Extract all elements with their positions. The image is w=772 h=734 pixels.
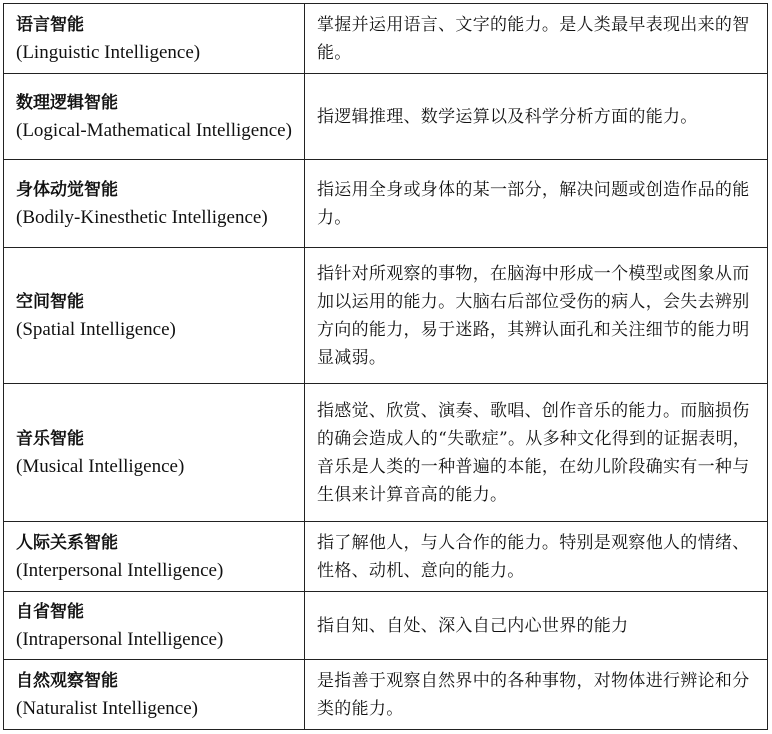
table-row bbox=[4, 4, 768, 74]
intelligence-name-zh: 自省智能 bbox=[16, 601, 84, 622]
table-row bbox=[4, 660, 768, 730]
intelligence-name-en: (Spatial Intelligence) bbox=[16, 318, 176, 340]
intelligence-name-zh: 自然观察智能 bbox=[16, 670, 118, 691]
intelligence-description: 指针对所观察的事物，在脑海中形成一个模型或图象从而加以运用的能力。大脑右后部位受伤的病人，会失去辨别方向的能力，易于迷路，其辨认面孔和关注细节的能力明显减弱。 bbox=[305, 248, 768, 384]
intelligence-name-zh: 身体动觉智能 bbox=[16, 179, 118, 200]
intelligence-description: 是指善于观察自然界中的各种事物，对物体进行辨论和分类的能力。 bbox=[305, 660, 768, 730]
intelligence-description: 指了解他人，与人合作的能力。特别是观察他人的情绪、性格、动机、意向的能力。 bbox=[305, 522, 768, 592]
intelligence-name-cell bbox=[4, 248, 305, 384]
intelligence-description: 指逻辑推理、数学运算以及科学分析方面的能力。 bbox=[305, 74, 768, 160]
intelligence-description: 指自知、自处、深入自己内心世界的能力 bbox=[305, 592, 768, 660]
intelligence-name-zh: 音乐智能 bbox=[16, 428, 84, 449]
intelligence-name-cell bbox=[4, 522, 305, 592]
intelligence-description: 指感觉、欣赏、演奏、歌唱、创作音乐的能力。而脑损伤的确会造成人的“失歌症”。从多种文化得到的证据表明，音乐是人类的一种普遍的本能，在幼儿阶段确实有一种与生俱来计算音高的能力。 bbox=[305, 384, 768, 522]
intelligence-name-cell bbox=[4, 384, 305, 522]
intelligence-description: 指运用全身或身体的某一部分，解决问题或创造作品的能力。 bbox=[305, 160, 768, 248]
intelligence-name-cell bbox=[4, 74, 305, 160]
intelligence-name-zh: 人际关系智能 bbox=[16, 532, 118, 553]
intelligence-name-en: (Musical Intelligence) bbox=[16, 455, 185, 477]
intelligence-name-zh: 空间智能 bbox=[16, 291, 84, 312]
table-row bbox=[4, 74, 768, 160]
intelligence-name-zh: 数理逻辑智能 bbox=[16, 92, 118, 113]
intelligence-name-cell bbox=[4, 4, 305, 74]
table-row bbox=[4, 592, 768, 660]
intelligence-name-cell bbox=[4, 592, 305, 660]
table-row bbox=[4, 522, 768, 592]
intelligence-table bbox=[3, 3, 768, 730]
intelligence-name-en: (Linguistic Intelligence) bbox=[16, 41, 201, 63]
intelligence-name-en: (Logical-Mathematical Intelligence) bbox=[16, 119, 292, 141]
intelligence-name-cell bbox=[4, 660, 305, 730]
intelligence-name-en: (Intrapersonal Intelligence) bbox=[16, 628, 224, 650]
intelligence-name-en: (Naturalist Intelligence) bbox=[16, 697, 199, 719]
intelligence-description: 掌握并运用语言、文字的能力。是人类最早表现出来的智能。 bbox=[305, 4, 768, 74]
table-row bbox=[4, 384, 768, 522]
intelligence-name-zh: 语言智能 bbox=[16, 14, 84, 35]
table-row bbox=[4, 160, 768, 248]
intelligence-name-en: (Interpersonal Intelligence) bbox=[16, 559, 224, 581]
intelligence-name-en: (Bodily-Kinesthetic Intelligence) bbox=[16, 206, 268, 228]
table-row bbox=[4, 248, 768, 384]
intelligence-name-cell bbox=[4, 160, 305, 248]
